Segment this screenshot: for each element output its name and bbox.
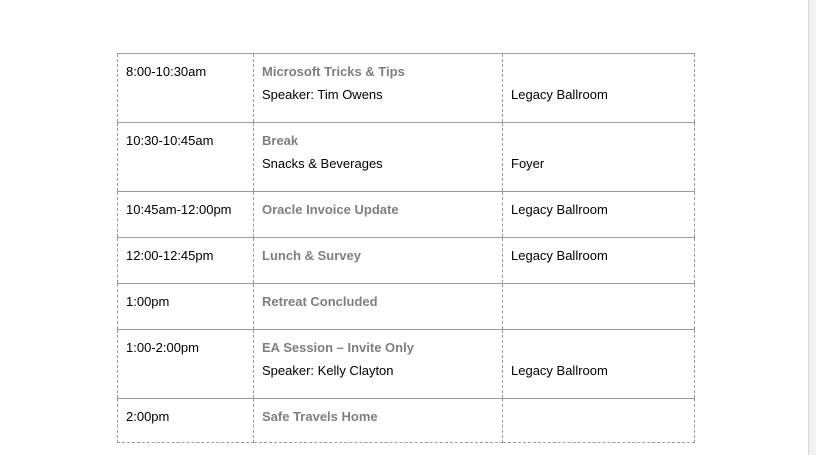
time-cell <box>118 54 254 123</box>
page-edge <box>808 0 816 455</box>
session-detail: Snacks & Beverages <box>262 156 383 171</box>
time-cell <box>118 192 254 238</box>
time-text: 2:00pm <box>126 409 170 424</box>
time-text: 10:30-10:45am <box>126 133 214 148</box>
location-cell <box>503 123 695 192</box>
location-cell <box>503 238 695 284</box>
location-cell <box>503 284 695 330</box>
time-text: 12:00-12:45pm <box>126 248 214 263</box>
table-row <box>118 192 695 238</box>
location-cell <box>503 330 695 399</box>
time-text: 1:00pm <box>126 294 170 309</box>
time-text: 8:00-10:30am <box>126 64 207 79</box>
location-cell <box>503 399 695 443</box>
agenda-table <box>117 53 695 443</box>
location-cell <box>503 54 695 123</box>
time-text: 1:00-2:00pm <box>126 340 199 355</box>
location-text: Legacy Ballroom <box>511 363 608 378</box>
session-title: Microsoft Tricks & Tips <box>262 64 405 79</box>
session-cell <box>254 238 503 284</box>
table-row <box>118 399 695 443</box>
session-cell <box>254 54 503 123</box>
session-detail: Speaker: Tim Owens <box>262 87 383 102</box>
location-cell <box>503 192 695 238</box>
location-text: Legacy Ballroom <box>511 202 608 217</box>
session-cell <box>254 399 503 443</box>
session-cell <box>254 330 503 399</box>
table-row <box>118 123 695 192</box>
table-row <box>118 54 695 123</box>
session-title: Retreat Concluded <box>262 294 378 309</box>
time-cell <box>118 123 254 192</box>
session-cell <box>254 123 503 192</box>
time-text: 10:45am-12:00pm <box>126 202 232 217</box>
time-cell <box>118 284 254 330</box>
location-text: Legacy Ballroom <box>511 87 608 102</box>
session-title: Break <box>262 133 299 148</box>
time-cell <box>118 330 254 399</box>
session-title: Safe Travels Home <box>262 409 378 424</box>
time-cell <box>118 399 254 443</box>
table-row <box>118 330 695 399</box>
location-text: Foyer <box>511 156 545 171</box>
table-row <box>118 238 695 284</box>
session-detail: Speaker: Kelly Clayton <box>262 363 394 378</box>
location-text: Legacy Ballroom <box>511 248 608 263</box>
session-title: Oracle Invoice Update <box>262 202 399 217</box>
session-cell <box>254 192 503 238</box>
session-cell <box>254 284 503 330</box>
table-row <box>118 284 695 330</box>
time-cell <box>118 238 254 284</box>
session-title: EA Session – Invite Only <box>262 340 414 355</box>
session-title: Lunch & Survey <box>262 248 361 263</box>
